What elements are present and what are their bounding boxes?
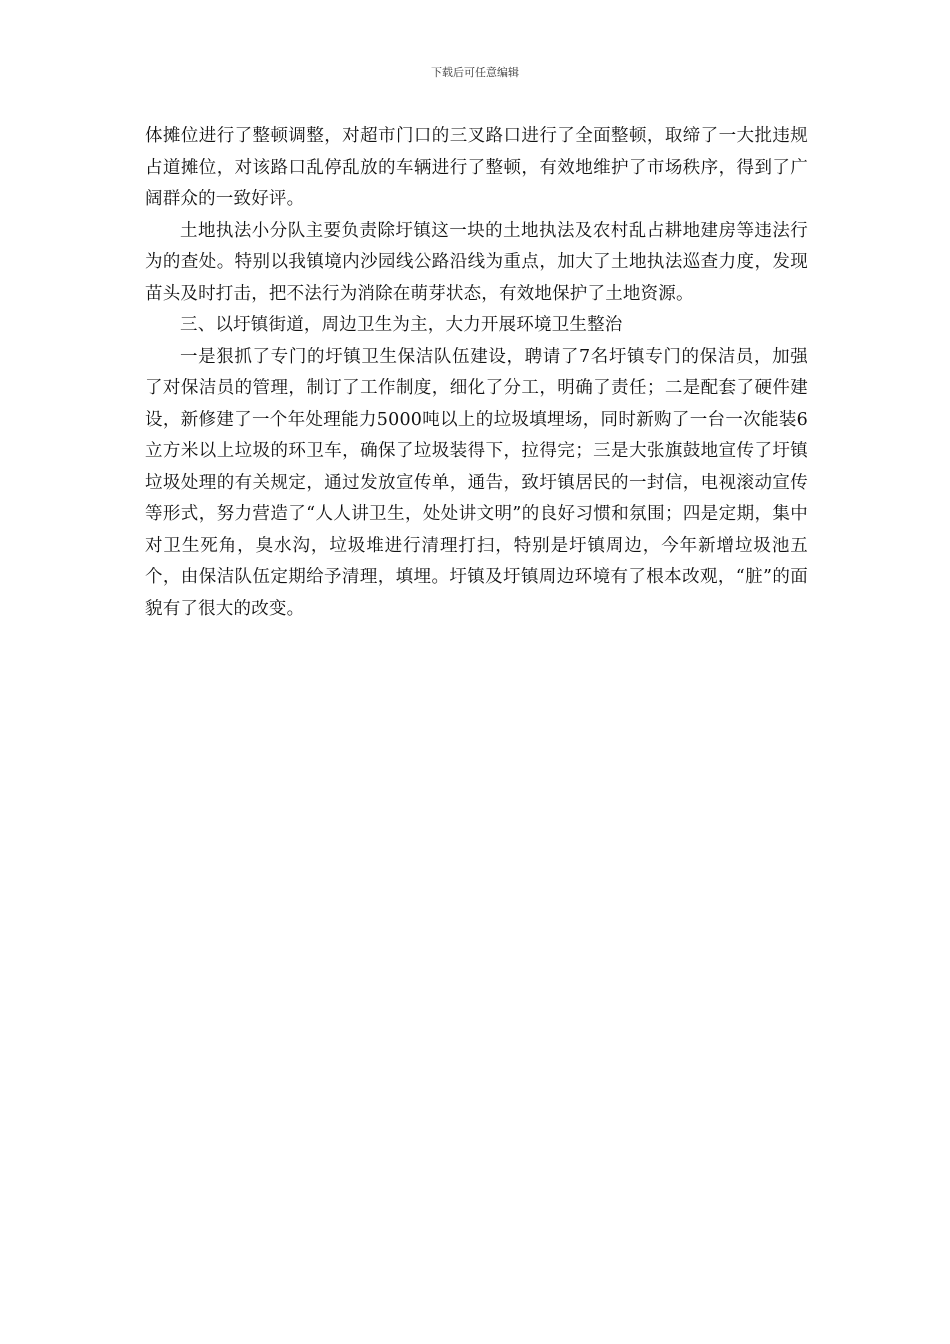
paragraph-land-enforcement: 土地执法小分队主要负责除圩镇这一块的土地执法及农村乱占耕地建房等违法行为的查处。特别以我镇境内沙园线公路沿线为重点，加大了土地执法巡查力度，发现苗头及时打击，把不法行为消除在萌芽状态，有效地保护了土地资源。 xyxy=(145,220,808,304)
paragraph-continued: 体摊位进行了整顿调整，对超市门口的三叉路口进行了全面整顿，取缔了一大批违规占道摊位，对该路口乱停乱放的车辆进行了整顿，有效地维护了市场秩序，得到了广阔群众的一致好评。 xyxy=(145,126,808,209)
section-heading: 三、以圩镇街道，周边卫生为主，大力开展环境卫生整治 xyxy=(180,315,623,335)
header-note: 下载后可任意编辑 xyxy=(431,66,519,79)
paragraph-sanitation: 一是狠抓了专门的圩镇卫生保洁队伍建设，聘请了7名圩镇专门的保洁员，加强了对保洁员的管理，制订了工作制度，细化了分工，明确了责任；二是配套了硬件建设，新修建了一个年处理能力5000吨以上的垃圾填埋场，同时新购了一台一次能装6立方米以上垃圾的环卫车，确保了垃圾装得下，拉得完；三是大张旗鼓地宣传了圩镇垃圾处理的有关规定，通过发放宣传单，通告，致圩镇居民的一封信，电视滚动宣传等形式，努力营造了“人人讲卫生，处处讲文明”的良好习惯和氛围；四是定期，集中对卫生死角，臭水沟，垃圾堆进行清理打扫，特别是圩镇周边，今年新增垃圾池五个，由保洁队伍定期给予清理，填埋。圩镇及圩镇周边环境有了根本改观，“脏”的面貌有了很大的改变。 xyxy=(145,346,808,619)
document-body xyxy=(145,121,808,625)
